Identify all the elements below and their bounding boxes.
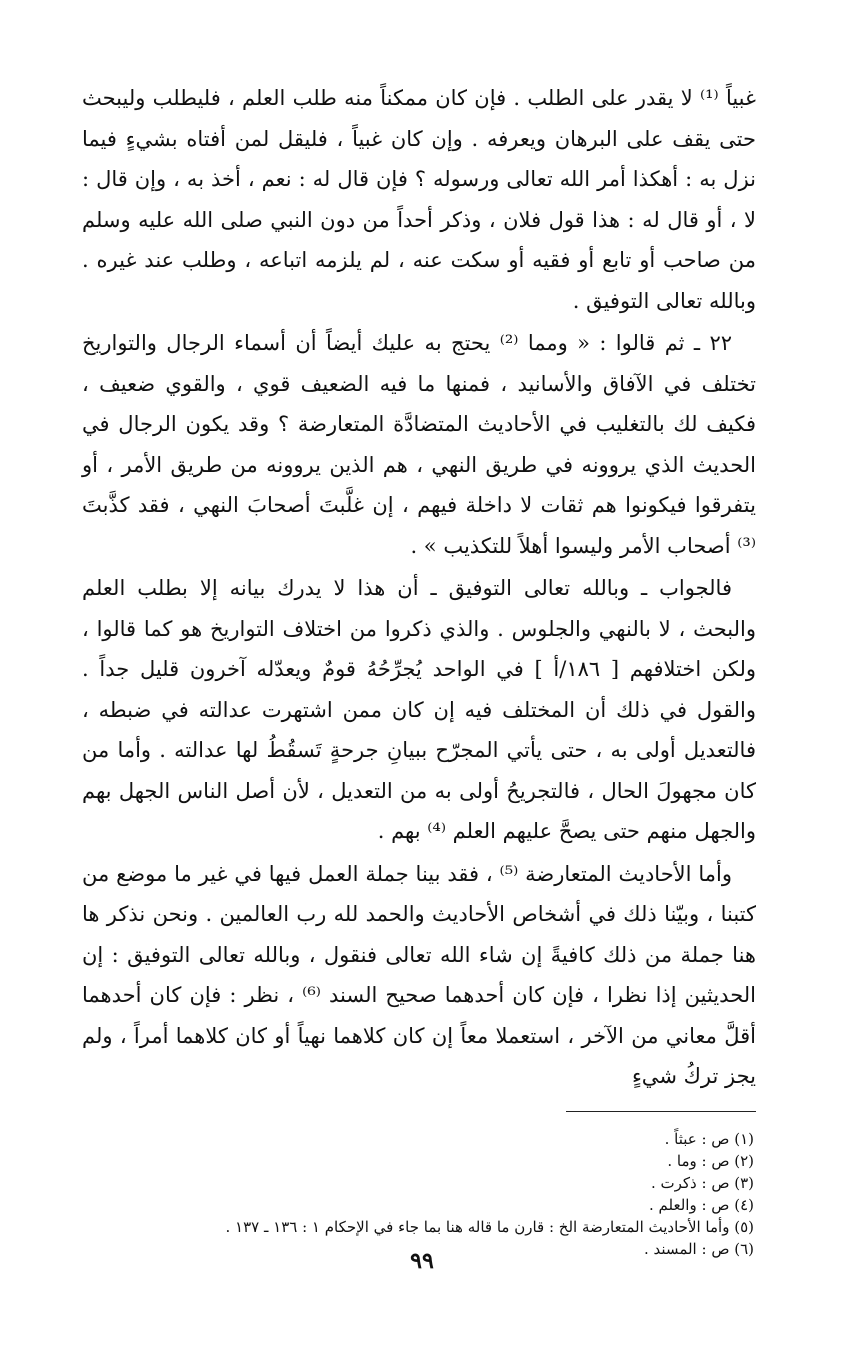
paragraph-2: ٢٢ ـ ثم قالوا : « ومما ⁽²⁾ يحتج به عليك أيضاً أن أسماء الرجال والتواريخ تختلف في الآفاق والأسانيد ، فمنها ما فيه الضعيف قوي ، والقوي ضعيف ، فكيف لك بالتغليب في الأحاديث المتضادَّة المتعارضة ؟ وقد يكون الرجال في الحديث الذي يروونه في طريق النهي ، هم الذين يروونه من طريق الأمر ، أو يتفرقوا فيكونوا هم ثقات لا داخلة فيهم ، إن غلَّبتَ أصحابَ النهي ، فقد كذَّبتَ ⁽³⁾ أصحاب الأمر وليسوا أهلاً للتكذيب » . <box>82 331 756 558</box>
paragraph-4: وأما الأحاديث المتعارضة ⁽⁵⁾ ، فقد بينا جملة العمل فيها في غير ما موضع من كتبنا ، وبيّنا ذلك في أشخاص الأحاديث والحمد لله رب العالمين . ونحن نذكر ها هنا جملة من ذلك كافيةً إن شاء الله تعالى فنقول ، وبالله تعالى التوفيق : إن الحديثين إذا نظرا ، فإن كان أحدهما صحيح السند ⁽⁶⁾ ، نظر : فإن كان أحدهما أقلَّ معاني من الآخر ، استعملا معاً إن كان كلاهما نهياً أو كان كلاهما أمراً ، ولم يجز تركُ شيءٍ <box>82 861 756 1088</box>
footnote-2: (٢) ص : وما . <box>667 1151 754 1170</box>
footnote-5: (٥) وأما الأحاديث المتعارضة الخ : قارن ما قاله هنا بما جاء في الإحكام ١ : ١٣٦ ـ ١٣٧ . <box>225 1217 754 1236</box>
page-number: ٩٩ <box>410 1248 434 1274</box>
footnotes <box>82 1128 756 1260</box>
footnote-1: (١) ص : عبثاً . <box>664 1129 754 1148</box>
footnote-4: (٤) ص : والعلم . <box>649 1195 754 1214</box>
footnote-6: (٦) ص : المسند . <box>644 1239 754 1258</box>
main-text <box>82 78 756 1097</box>
paragraph-1: غبياً ⁽¹⁾ لا يقدر على الطلب . فإن كان ممكناً منه طلب العلم ، فليطلب وليبحث حتى يقف على البرهان ويعرفه . وإن كان غبياً ، فليقل لمن أفتاه بشيءٍ فيما نزل به : أهكذا أمر الله تعالى ورسوله ؟ فإن قال له : نعم ، أخذ به ، وإن قال : لا ، أو قال له : هذا قول فلان ، وذكر أحداً من دون النبي صلى الله عليه وسلم من صاحب أو تابع أو فقيه أو سكت عنه ، لم يلزمه اتباعه ، وطلب عند غيره . وبالله تعالى التوفيق . <box>82 86 756 313</box>
footnote-3: (٣) ص : ذكرت . <box>650 1173 754 1192</box>
paragraph-3: فالجواب ـ وبالله تعالى التوفيق ـ أن هذا لا يدرك بيانه إلا بطلب العلم والبحث ، لا بالنهي والجلوس . والذي ذكروا من اختلاف التواريخ هو كما قالوا ، ولكن اختلافهم [ ١٨٦/أ ] في الواحد يُجرِّحُهُ قومٌ ويعدّله آخرون قليل جداً . والقول في ذلك أن المختلف فيه إن كان ممن اشتهرت عدالته في ضبطه ، فالتعديل أولى به ، حتى يأتي المجرّح ببيانِ جرحةٍ تَسقُطُ لها عدالته . وأما من كان مجهولَ الحال ، فالتجريحُ أولى به من التعديل ، لأن أصل الناس الجهل بهم والجهل منهم حتى يصحَّ عليهم العلم ⁽⁴⁾ بهم . <box>82 576 757 843</box>
footnote-divider <box>566 1111 756 1112</box>
